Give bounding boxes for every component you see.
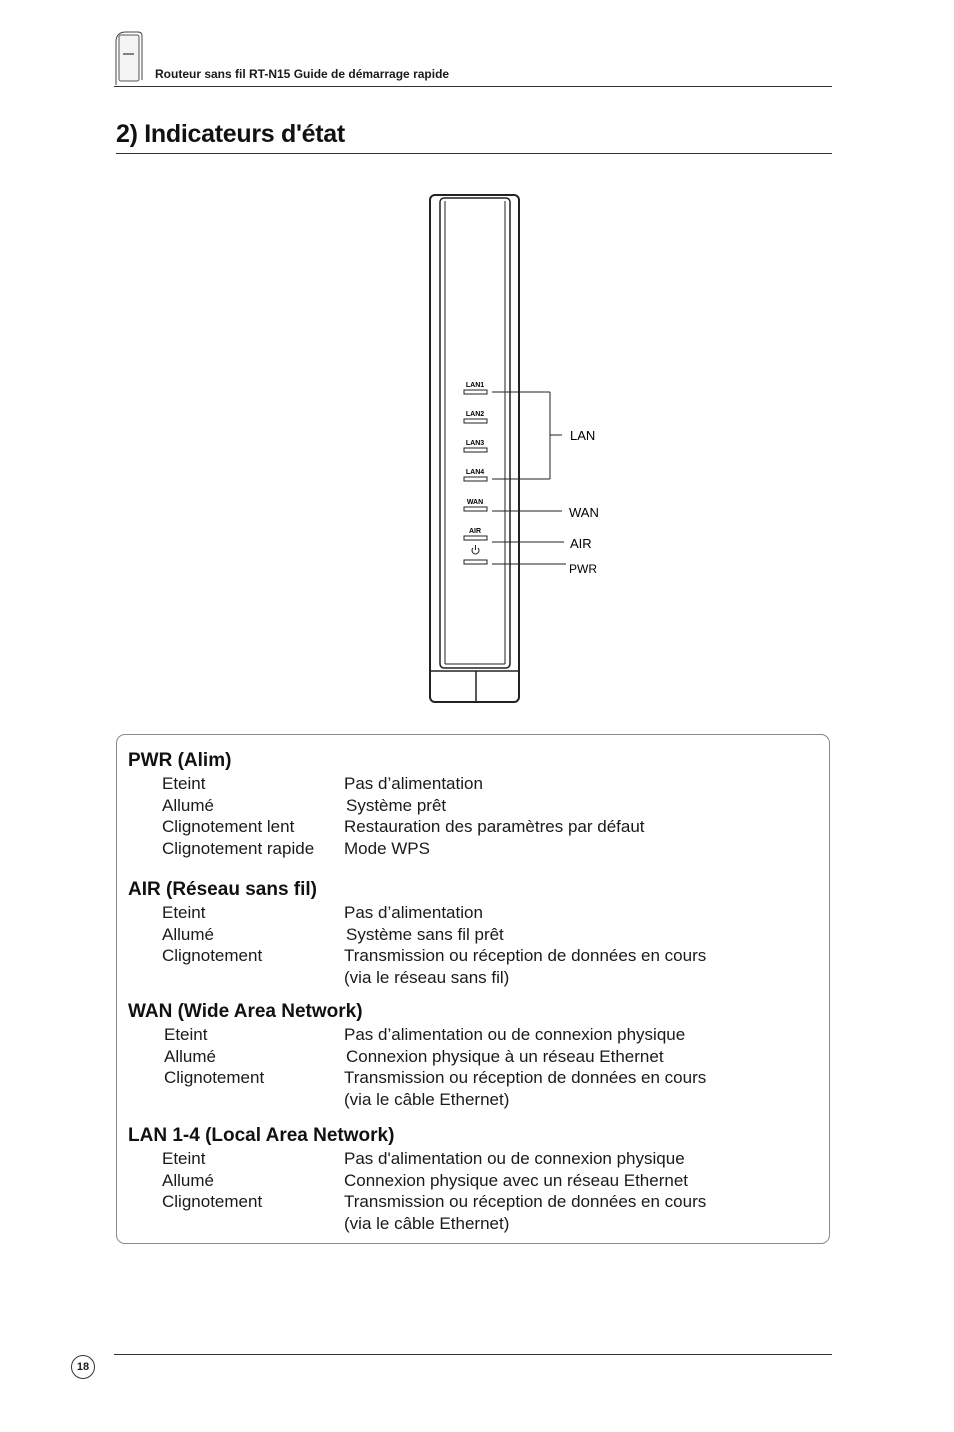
led-label-wan: WAN	[466, 499, 484, 506]
section-heading: AIR (Réseau sans fil)	[128, 879, 317, 900]
state-label: Clignotement	[162, 1192, 263, 1212]
table-row	[128, 795, 447, 817]
state-description-continued: (via le câble Ethernet)	[344, 1213, 510, 1233]
state-label: Clignotement rapide	[162, 838, 315, 858]
led-label-lan1: LAN1	[465, 382, 485, 389]
led-lan1	[464, 390, 487, 394]
table-row	[128, 1046, 664, 1068]
led-lan2	[464, 419, 487, 423]
section-heading: LAN 1-4 (Local Area Network)	[128, 1125, 395, 1146]
section-lan	[128, 1124, 707, 1234]
header-title: Routeur sans fil RT-N15 Guide de démarrage rapide	[155, 67, 450, 81]
state-description: Transmission ou réception de données en cours	[344, 1192, 707, 1212]
title-rule	[116, 153, 832, 154]
state-label: Allumé	[162, 1170, 214, 1190]
state-label: Eteint	[162, 1149, 206, 1168]
state-label: Clignotement lent	[162, 817, 295, 837]
state-label: Allumé	[162, 795, 214, 815]
led-pwr	[464, 560, 487, 564]
led-lan4	[464, 477, 487, 481]
led-air	[464, 536, 487, 540]
led-label-lan2: LAN2	[465, 411, 485, 418]
table-row	[128, 924, 504, 946]
header-rule	[114, 86, 832, 87]
table-row	[128, 1170, 689, 1192]
table-row	[128, 1191, 707, 1234]
table-row	[128, 773, 483, 795]
state-label: Eteint	[164, 1025, 208, 1044]
state-description: Pas d’alimentation	[344, 903, 483, 922]
state-label: Allumé	[162, 924, 214, 944]
table-row	[128, 1148, 685, 1170]
state-description: Système prêt	[346, 795, 447, 815]
section-pwr	[128, 749, 645, 859]
section-wan	[128, 1000, 707, 1110]
state-label: Allumé	[164, 1046, 216, 1066]
led-lan3	[464, 448, 487, 452]
table-row	[128, 945, 707, 988]
router-thumbnail-icon	[114, 28, 144, 86]
table-row	[128, 816, 645, 838]
table-row	[128, 902, 483, 924]
page-title: 2) Indicateurs d'état	[116, 120, 345, 148]
state-description: Transmission ou réception de données en cours	[344, 1068, 707, 1088]
callout-lan: LAN	[570, 428, 596, 443]
state-description: Pas d’alimentation	[344, 774, 483, 793]
state-description: Système sans fil prêt	[346, 924, 504, 944]
state-description-block	[344, 945, 706, 988]
section-air	[128, 878, 707, 988]
callout-wan: WAN	[569, 505, 599, 520]
state-label: Eteint	[162, 774, 206, 793]
footer-rule	[114, 1354, 832, 1355]
state-description: Connexion physique avec un réseau Ethernet	[344, 1170, 689, 1190]
state-label: Clignotement	[164, 1068, 265, 1088]
state-description: Restauration des paramètres par défaut	[344, 817, 645, 837]
state-description: Pas d'alimentation ou de connexion physique	[344, 1149, 685, 1168]
table-row	[128, 1067, 707, 1110]
callout-air: AIR	[570, 536, 592, 551]
led-status-table	[116, 734, 830, 1244]
section-heading: WAN (Wide Area Network)	[128, 1001, 363, 1022]
state-description-continued: (via le câble Ethernet)	[344, 1089, 510, 1109]
state-label: Clignotement	[162, 946, 263, 966]
section-heading: PWR (Alim)	[128, 750, 232, 771]
state-description: Connexion physique à un réseau Ethernet	[346, 1046, 664, 1066]
state-description-block	[344, 1191, 706, 1234]
led-label-lan4: LAN4	[465, 469, 485, 476]
table-row	[128, 838, 430, 860]
callout-pwr: PWR	[569, 562, 597, 576]
page-number: 18	[71, 1355, 95, 1379]
state-description: Transmission ou réception de données en cours	[344, 946, 707, 966]
table-row	[128, 1024, 686, 1046]
state-label: Eteint	[162, 903, 206, 922]
state-description: Pas d’alimentation ou de connexion physique	[344, 1025, 686, 1044]
state-description-continued: (via le réseau sans fil)	[344, 967, 510, 987]
router-front-diagram	[420, 190, 620, 710]
led-label-lan3: LAN3	[465, 440, 485, 447]
led-wan	[464, 507, 487, 511]
led-label-air: AIR	[468, 528, 482, 535]
state-description: Mode WPS	[344, 838, 430, 858]
state-description-block	[344, 1067, 706, 1110]
